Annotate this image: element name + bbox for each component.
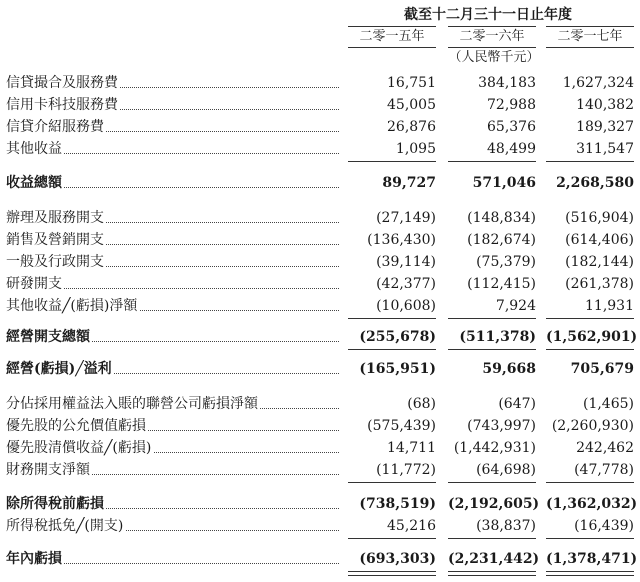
- value-2016: 65,376: [487, 119, 536, 135]
- value-2016: (112,415): [467, 276, 536, 292]
- value-2015: (27,149): [376, 210, 436, 226]
- row-label: 財務開支淨額: [6, 462, 90, 478]
- table-row: [0, 516, 640, 536]
- value-2016: 7,924: [495, 298, 536, 314]
- table-row: [0, 117, 640, 137]
- value-2016: (647): [498, 396, 536, 412]
- value-2015: (738,519): [359, 496, 436, 512]
- table-row-total: [0, 494, 640, 514]
- value-2015: (136,430): [367, 232, 436, 248]
- value-2017: (1,562,901): [546, 329, 638, 345]
- value-2017: 11,931: [585, 298, 634, 314]
- value-2017: 2,268,580: [556, 175, 634, 191]
- row-label: 優先股的公允價值虧損: [6, 418, 146, 434]
- table-row-total: [0, 173, 640, 193]
- value-2017: (1,465): [582, 396, 634, 412]
- table-row: [0, 416, 640, 436]
- value-2015: (39,114): [376, 254, 436, 270]
- year-header-2015: 二零一五年: [348, 26, 436, 48]
- value-2017: 242,462: [576, 440, 634, 456]
- value-2015: (693,303): [359, 551, 436, 567]
- value-2017: 1,627,324: [562, 75, 634, 91]
- value-2015: (11,772): [376, 462, 436, 478]
- value-2016: (38,837): [476, 518, 536, 534]
- value-2017: (614,406): [565, 232, 634, 248]
- value-2017: 140,382: [576, 97, 634, 113]
- row-label: 信貸介紹服務費: [6, 119, 104, 135]
- table-row: [0, 274, 640, 294]
- row-label: 辦理及服務開支: [6, 210, 104, 226]
- row-label: 優先股清償收益╱(虧損): [6, 440, 152, 456]
- value-2016: 59,668: [482, 361, 536, 377]
- row-label: 信貸撮合及服務費: [6, 75, 118, 91]
- value-2016: 571,046: [472, 175, 536, 191]
- table-row: [0, 252, 640, 272]
- value-2017: (516,904): [565, 210, 634, 226]
- value-2017: (182,144): [565, 254, 634, 270]
- value-2016: (182,674): [467, 232, 536, 248]
- table-row: [0, 95, 640, 115]
- value-2017: (1,378,471): [546, 551, 638, 567]
- value-2016: 72,988: [487, 97, 536, 113]
- value-2015: 45,005: [387, 97, 436, 113]
- value-2015: (575,439): [367, 418, 436, 434]
- row-label: 其他收益: [6, 141, 62, 157]
- row-label: 研發開支: [6, 276, 62, 292]
- value-2016: (148,834): [467, 210, 536, 226]
- value-2016: (64,698): [476, 462, 536, 478]
- value-2016: (511,378): [459, 329, 536, 345]
- table-row: [0, 73, 640, 93]
- row-label: 所得稅抵免╱(開支): [6, 518, 124, 534]
- value-2015: 26,876: [387, 119, 436, 135]
- table-row-total: [0, 327, 640, 347]
- value-2016: 48,499: [487, 141, 536, 157]
- row-label: 分佔採用權益法入賬的聯營公司虧損淨額: [6, 396, 258, 412]
- unit-label: （人民幣千元）: [448, 50, 540, 65]
- row-label: 其他收益╱(虧損)淨額: [6, 298, 138, 314]
- row-label: 經營(虧損)╱溢利: [6, 361, 112, 377]
- table-row-total: [0, 549, 640, 569]
- table-row: [0, 208, 640, 228]
- value-2015: 45,216: [387, 518, 436, 534]
- value-2015: (10,608): [376, 298, 436, 314]
- year-header-2016: 二零一六年: [448, 26, 536, 48]
- row-label: 經營開支總額: [6, 329, 90, 345]
- value-2017: 705,679: [570, 361, 634, 377]
- value-2016: (2,192,605): [448, 496, 540, 512]
- value-2015: 89,727: [382, 175, 436, 191]
- value-2017: 311,547: [576, 141, 634, 157]
- table-row: [0, 438, 640, 458]
- value-2017: (1,362,032): [546, 496, 638, 512]
- value-2017: (261,378): [565, 276, 634, 292]
- table-row: [0, 460, 640, 480]
- period-header: 截至十二月三十一日止年度: [404, 7, 572, 23]
- value-2016: (1,442,931): [453, 440, 536, 456]
- table-row: [0, 230, 640, 250]
- value-2015: 16,751: [387, 75, 436, 91]
- row-label: 信用卡科技服務費: [6, 97, 118, 113]
- year-header-2017: 二零一七年: [546, 26, 634, 48]
- value-2016: (743,997): [467, 418, 536, 434]
- value-2017: (2,260,930): [551, 418, 634, 434]
- value-2017: 189,327: [576, 119, 634, 135]
- value-2015: (255,678): [359, 329, 436, 345]
- value-2016: (75,379): [476, 254, 536, 270]
- value-2015: (165,951): [359, 361, 436, 377]
- value-2016: (2,231,442): [448, 551, 540, 567]
- value-2015: 1,095: [395, 141, 436, 157]
- value-2015: (68): [407, 396, 436, 412]
- row-label: 收益總額: [6, 175, 62, 191]
- row-label: 一般及行政開支: [6, 254, 104, 270]
- value-2016: 384,183: [478, 75, 536, 91]
- row-label: 年內虧損: [6, 551, 62, 567]
- value-2017: (16,439): [574, 518, 634, 534]
- table-row: [0, 296, 640, 316]
- row-label: 除所得稅前虧損: [6, 496, 104, 512]
- table-row: [0, 394, 640, 414]
- row-label: 銷售及營銷開支: [6, 232, 104, 248]
- table-row-total: [0, 359, 640, 379]
- table-row: [0, 139, 640, 159]
- value-2017: (47,778): [574, 462, 634, 478]
- value-2015: 14,711: [387, 440, 436, 456]
- value-2015: (42,377): [376, 276, 436, 292]
